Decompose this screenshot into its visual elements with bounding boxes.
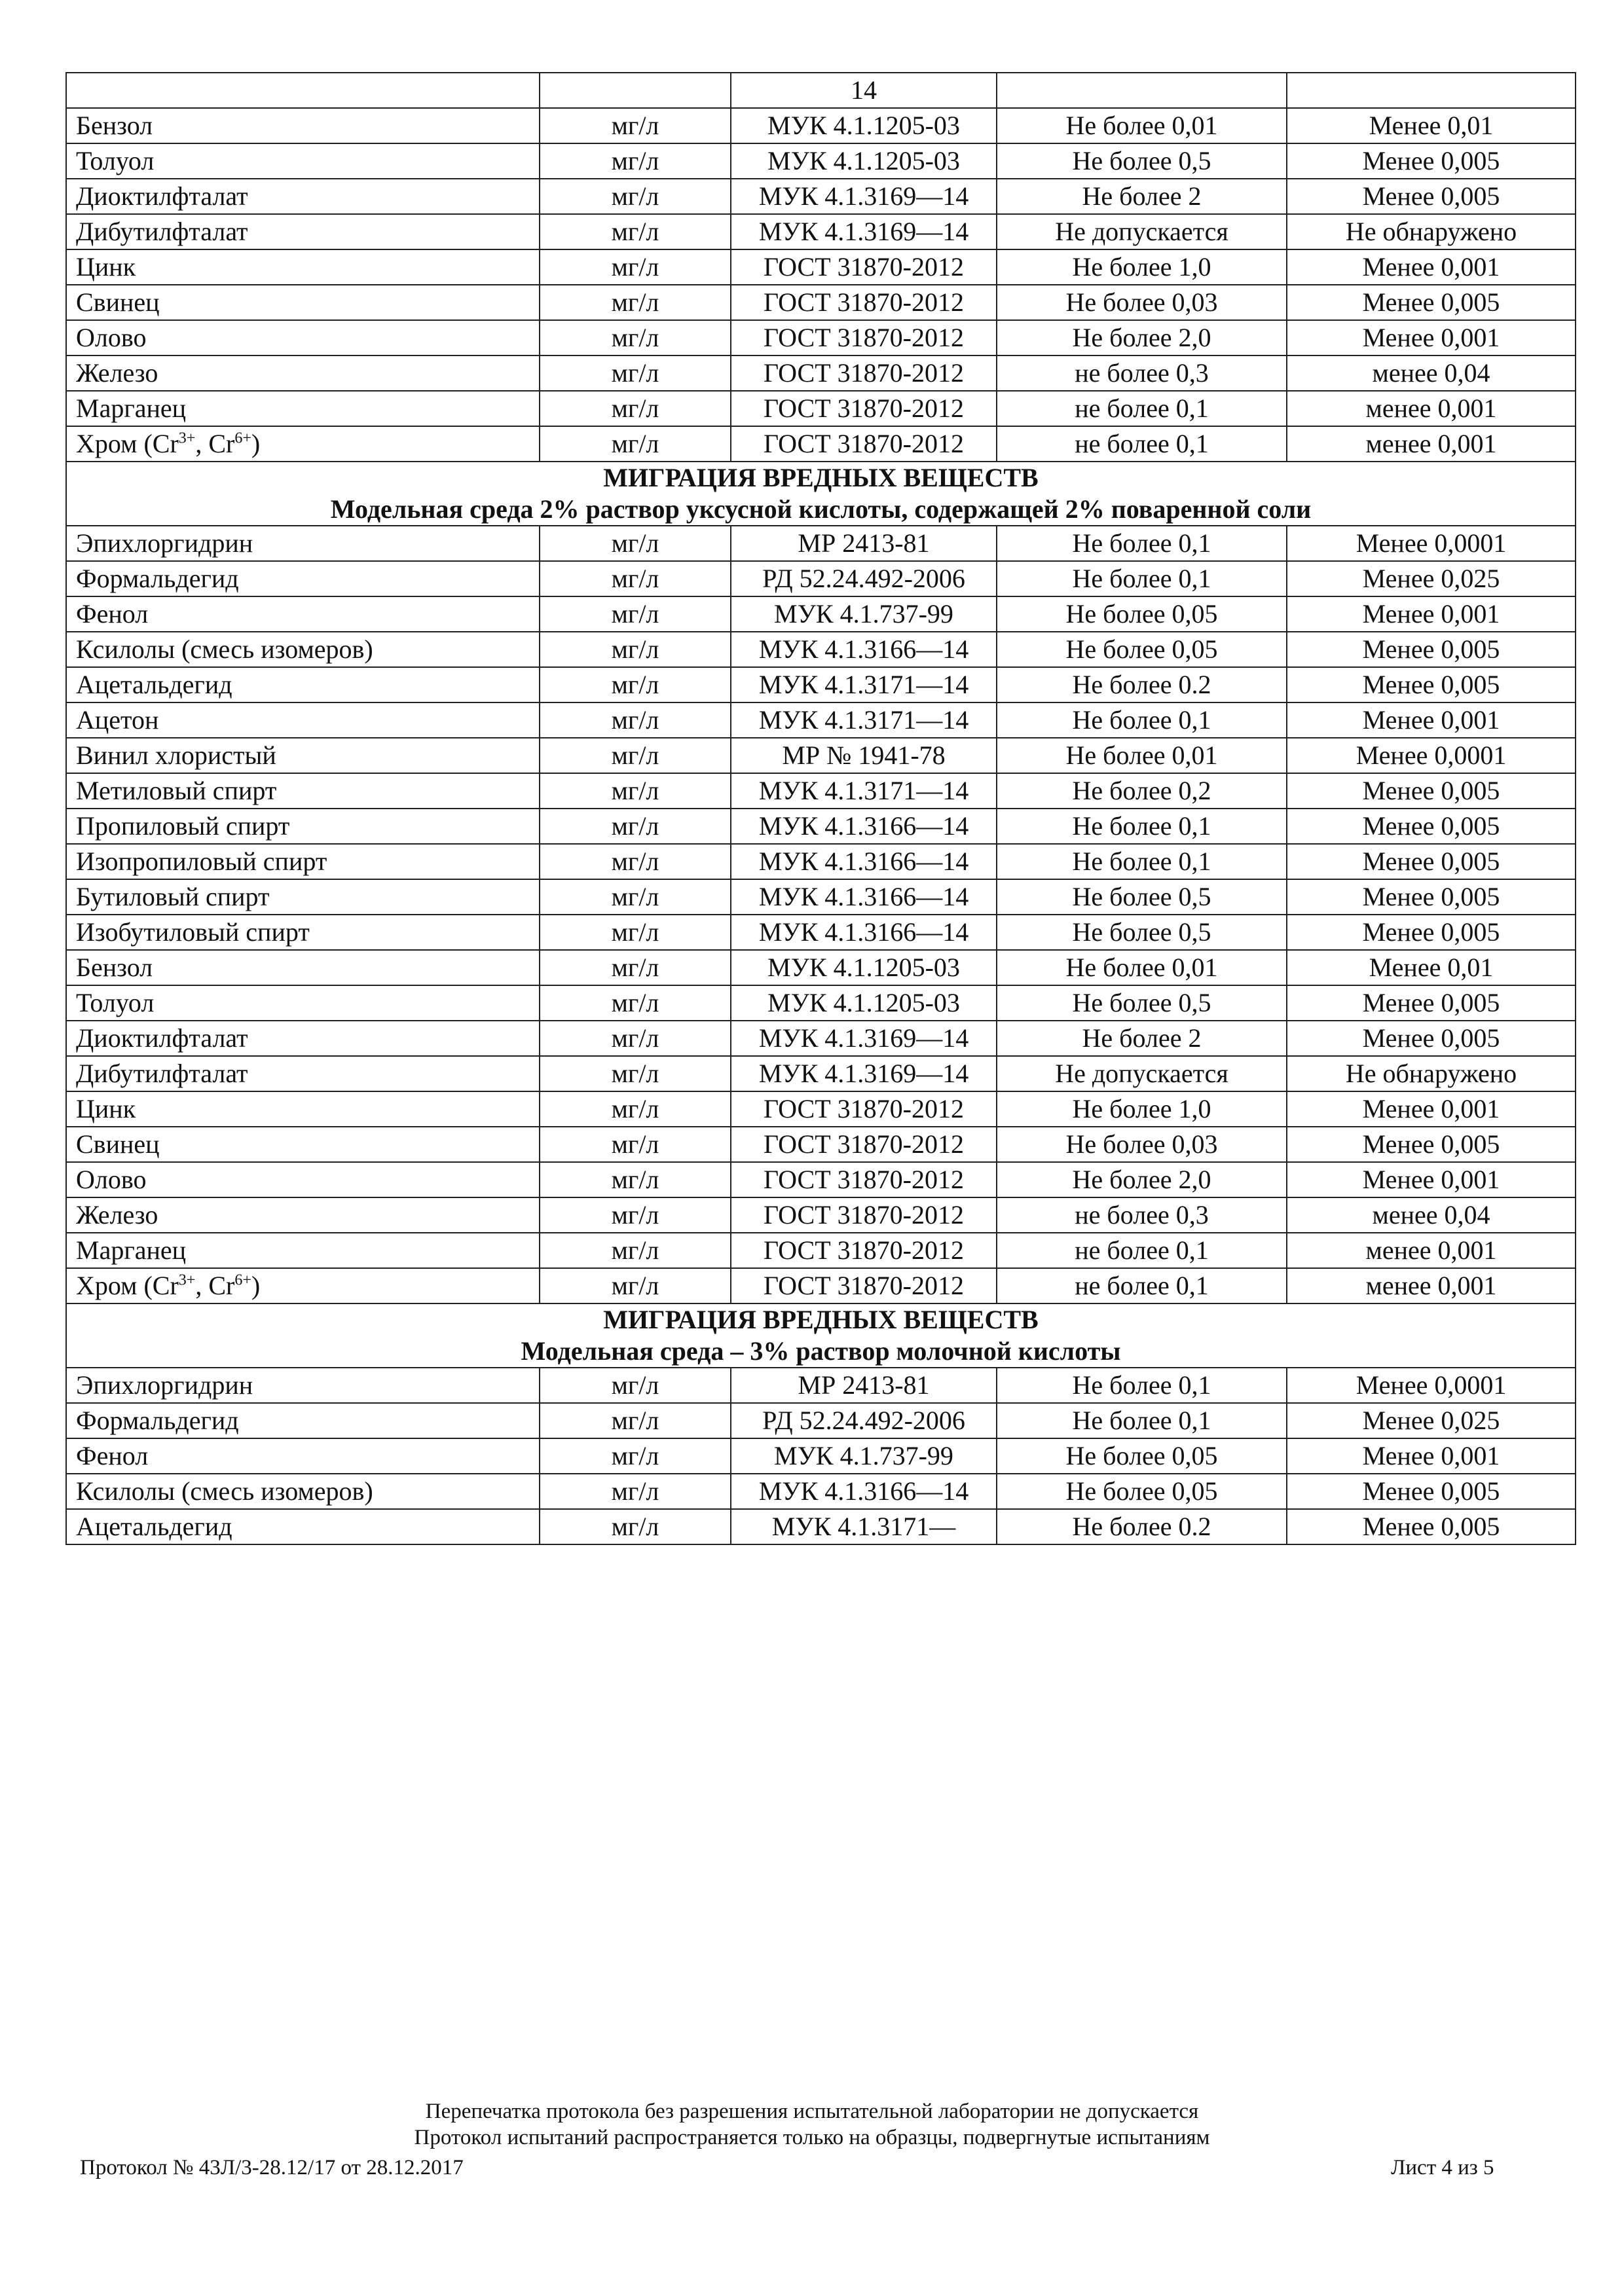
result-value-cell: менее 0,04 xyxy=(1287,355,1576,391)
norm-value-cell: Не более 0,5 xyxy=(997,985,1287,1021)
test-method-cell: ГОСТ 31870-2012 xyxy=(731,1233,997,1268)
unit-cell: мг/л xyxy=(540,1509,731,1544)
substance-name-cell: Железо xyxy=(66,355,540,391)
section-header-row xyxy=(66,1303,1576,1368)
unit-cell: мг/л xyxy=(540,915,731,950)
norm-value-cell: не более 0,1 xyxy=(997,426,1287,462)
result-value-cell: Менее 0,001 xyxy=(1287,1091,1576,1127)
norm-value-cell: Не более 0,05 xyxy=(997,1474,1287,1509)
test-method-cell: МУК 4.1.3169—14 xyxy=(731,1056,997,1091)
norm-value-cell: Не более 0.2 xyxy=(997,1509,1287,1544)
substance-name-cell: Толуол xyxy=(66,985,540,1021)
unit-cell: мг/л xyxy=(540,702,731,738)
norm-value-cell: Не допускается xyxy=(997,214,1287,249)
section-subtitle: Модельная среда 2% раствор уксусной кислоты, содержащей 2% поваренной соли xyxy=(330,494,1312,524)
unit-cell: мг/л xyxy=(540,1197,731,1233)
substance-name-cell: Марганец xyxy=(66,1233,540,1268)
substance-name-cell: Диоктилфталат xyxy=(66,179,540,214)
norm-value-cell: Не более 1,0 xyxy=(997,249,1287,285)
table-row xyxy=(66,1403,1576,1438)
results-table xyxy=(65,72,1576,1545)
norm-value-cell: не более 0,3 xyxy=(997,355,1287,391)
table-row xyxy=(66,879,1576,915)
test-method-cell: МР 2413-81 xyxy=(731,526,997,561)
substance-name-cell: Цинк xyxy=(66,249,540,285)
test-method-cell: МУК 4.1.3169—14 xyxy=(731,214,997,249)
substance-name-cell: Фенол xyxy=(66,1438,540,1474)
result-value-cell: Менее 0,001 xyxy=(1287,702,1576,738)
test-method-cell: МУК 4.1.3171—14 xyxy=(731,773,997,809)
section-title: МИГРАЦИЯ ВРЕДНЫХ ВЕЩЕСТВ xyxy=(603,1305,1039,1334)
substance-name-cell: Толуол xyxy=(66,143,540,179)
unit-cell: мг/л xyxy=(540,1162,731,1197)
substance-name-cell: Хром ($Cr^{3+}$, $Cr^{6+}$) xyxy=(66,1268,540,1303)
norm-value-cell: Не более 2 xyxy=(997,1021,1287,1056)
substance-name-cell: Ацетон xyxy=(66,702,540,738)
substance-name-cell: Ксилолы (смесь изомеров) xyxy=(66,1474,540,1509)
test-method-cell: МУК 4.1.3169—14 xyxy=(731,179,997,214)
result-value-cell: Менее 0,005 xyxy=(1287,1474,1576,1509)
test-method-cell: ГОСТ 31870-2012 xyxy=(731,391,997,426)
unit-cell: мг/л xyxy=(540,143,731,179)
norm-value-cell: Не более 0.2 xyxy=(997,667,1287,702)
table-row xyxy=(66,667,1576,702)
substance-name-cell: Эпихлоргидрин xyxy=(66,1368,540,1403)
norm-value-cell: Не более 0,1 xyxy=(997,1403,1287,1438)
test-method-cell: ГОСТ 31870-2012 xyxy=(731,285,997,320)
table-row xyxy=(66,391,1576,426)
table-row xyxy=(66,1233,1576,1268)
table-row xyxy=(66,426,1576,462)
substance-name-cell: Бензол xyxy=(66,950,540,985)
table-row xyxy=(66,1368,1576,1403)
test-method-cell: МР № 1941-78 xyxy=(731,738,997,773)
test-method-cell: РД 52.24.492-2006 xyxy=(731,1403,997,1438)
norm-value-cell: Не более 0,05 xyxy=(997,632,1287,667)
substance-name-cell xyxy=(66,73,540,108)
result-value-cell: Менее 0,005 xyxy=(1287,773,1576,809)
result-value-cell: Менее 0,005 xyxy=(1287,985,1576,1021)
substance-name-cell: Олово xyxy=(66,320,540,355)
result-value-cell: Менее 0,001 xyxy=(1287,1438,1576,1474)
test-method-cell: МУК 4.1.3171— xyxy=(731,1509,997,1544)
unit-cell: мг/л xyxy=(540,108,731,143)
section-title: МИГРАЦИЯ ВРЕДНЫХ ВЕЩЕСТВ xyxy=(603,463,1039,492)
substance-name-cell: Свинец xyxy=(66,285,540,320)
table-row xyxy=(66,702,1576,738)
unit-cell: мг/л xyxy=(540,285,731,320)
norm-value-cell: Не более 0,1 xyxy=(997,702,1287,738)
unit-cell: мг/л xyxy=(540,632,731,667)
substance-name-cell: Изобутиловый спирт xyxy=(66,915,540,950)
unit-cell: мг/л xyxy=(540,426,731,462)
unit-cell: мг/л xyxy=(540,1233,731,1268)
norm-value-cell: Не более 0,1 xyxy=(997,526,1287,561)
unit-cell: мг/л xyxy=(540,179,731,214)
norm-value-cell: Не более 0,01 xyxy=(997,738,1287,773)
unit-cell: мг/л xyxy=(540,561,731,596)
substance-name-cell: Бензол xyxy=(66,108,540,143)
substance-name-cell: Железо xyxy=(66,1197,540,1233)
table-row xyxy=(66,1197,1576,1233)
unit-cell xyxy=(540,73,731,108)
unit-cell: мг/л xyxy=(540,1127,731,1162)
unit-cell: мг/л xyxy=(540,1056,731,1091)
unit-cell: мг/л xyxy=(540,950,731,985)
norm-value-cell: Не более 0,1 xyxy=(997,844,1287,879)
result-value-cell: Менее 0,025 xyxy=(1287,561,1576,596)
norm-value-cell: не более 0,3 xyxy=(997,1197,1287,1233)
substance-name-cell: Ацетальдегид xyxy=(66,667,540,702)
protocol-number: Протокол № 43Л/3-28.12/17 от 28.12.2017 xyxy=(80,2156,464,2179)
unit-cell: мг/л xyxy=(540,1091,731,1127)
substance-name-cell: Свинец xyxy=(66,1127,540,1162)
substance-name-cell: Винил хлористый xyxy=(66,738,540,773)
table-row xyxy=(66,915,1576,950)
norm-value-cell: Не более 0,1 xyxy=(997,561,1287,596)
test-method-cell: МУК 4.1.3166—14 xyxy=(731,809,997,844)
reprint-notice: Перепечатка протокола без разрешения испытательной лаборатории не допускается xyxy=(425,2100,1199,2123)
scope-notice: Протокол испытаний распространяется только на образцы, подвергнутые испытаниям xyxy=(414,2126,1210,2149)
norm-value-cell: Не более 0,05 xyxy=(997,596,1287,632)
unit-cell: мг/л xyxy=(540,214,731,249)
section-header-row xyxy=(66,462,1576,526)
result-value-cell: Менее 0,001 xyxy=(1287,596,1576,632)
test-method-cell: ГОСТ 31870-2012 xyxy=(731,1268,997,1303)
table-row xyxy=(66,320,1576,355)
unit-cell: мг/л xyxy=(540,1474,731,1509)
result-value-cell: менее 0,04 xyxy=(1287,1197,1576,1233)
norm-value-cell xyxy=(997,73,1287,108)
test-method-cell: МУК 4.1.1205-03 xyxy=(731,950,997,985)
test-method-cell: МУК 4.1.3171—14 xyxy=(731,702,997,738)
table-row xyxy=(66,1056,1576,1091)
unit-cell: мг/л xyxy=(540,1403,731,1438)
result-value-cell: Менее 0,025 xyxy=(1287,1403,1576,1438)
norm-value-cell: Не более 0,2 xyxy=(997,773,1287,809)
result-value-cell: Менее 0,005 xyxy=(1287,879,1576,915)
test-method-cell: 14 xyxy=(731,73,997,108)
section-subtitle: Модельная среда – 3% раствор молочной кислоты xyxy=(521,1336,1121,1366)
sheet-number: Лист 4 из 5 xyxy=(1391,2156,1494,2179)
table-row xyxy=(66,1268,1576,1303)
results-table-body xyxy=(66,73,1576,1544)
substance-name-cell: Эпихлоргидрин xyxy=(66,526,540,561)
result-value-cell: Не обнаружено xyxy=(1287,1056,1576,1091)
unit-cell: мг/л xyxy=(540,596,731,632)
table-row xyxy=(66,526,1576,561)
result-value-cell: менее 0,001 xyxy=(1287,1268,1576,1303)
norm-value-cell: Не более 0,1 xyxy=(997,1368,1287,1403)
result-value-cell: Менее 0,005 xyxy=(1287,1509,1576,1544)
test-method-cell: РД 52.24.492-2006 xyxy=(731,561,997,596)
table-row xyxy=(66,355,1576,391)
unit-cell: мг/л xyxy=(540,738,731,773)
result-value-cell: менее 0,001 xyxy=(1287,391,1576,426)
substance-name-cell: Диоктилфталат xyxy=(66,1021,540,1056)
result-value-cell: Менее 0,0001 xyxy=(1287,1368,1576,1403)
result-value-cell: менее 0,001 xyxy=(1287,426,1576,462)
unit-cell: мг/л xyxy=(540,249,731,285)
test-method-cell: ГОСТ 31870-2012 xyxy=(731,1127,997,1162)
substance-name-cell: Марганец xyxy=(66,391,540,426)
result-value-cell: Менее 0,001 xyxy=(1287,320,1576,355)
norm-value-cell: Не более 2,0 xyxy=(997,1162,1287,1197)
test-method-cell: ГОСТ 31870-2012 xyxy=(731,320,997,355)
norm-value-cell: Не более 0,1 xyxy=(997,809,1287,844)
result-value-cell: Менее 0,005 xyxy=(1287,667,1576,702)
table-row xyxy=(66,950,1576,985)
unit-cell: мг/л xyxy=(540,355,731,391)
unit-cell: мг/л xyxy=(540,844,731,879)
test-method-cell: ГОСТ 31870-2012 xyxy=(731,249,997,285)
table-row xyxy=(66,1021,1576,1056)
norm-value-cell: Не более 0,01 xyxy=(997,108,1287,143)
table-row xyxy=(66,1474,1576,1509)
table-row xyxy=(66,561,1576,596)
test-method-cell: МУК 4.1.737-99 xyxy=(731,1438,997,1474)
result-value-cell: Менее 0,005 xyxy=(1287,844,1576,879)
substance-name-cell: Олово xyxy=(66,1162,540,1197)
unit-cell: мг/л xyxy=(540,985,731,1021)
test-method-cell: МУК 4.1.1205-03 xyxy=(731,108,997,143)
table-row xyxy=(66,179,1576,214)
result-value-cell: Менее 0,005 xyxy=(1287,632,1576,667)
unit-cell: мг/л xyxy=(540,526,731,561)
result-value-cell: Менее 0,005 xyxy=(1287,915,1576,950)
norm-value-cell: Не более 0,05 xyxy=(997,1438,1287,1474)
test-method-cell: ГОСТ 31870-2012 xyxy=(731,426,997,462)
substance-name-cell: Цинк xyxy=(66,1091,540,1127)
test-method-cell: МУК 4.1.3166—14 xyxy=(731,844,997,879)
result-value-cell: Менее 0,005 xyxy=(1287,809,1576,844)
unit-cell: мг/л xyxy=(540,1438,731,1474)
table-row xyxy=(66,596,1576,632)
test-method-cell: МУК 4.1.3166—14 xyxy=(731,915,997,950)
result-value-cell: Менее 0,01 xyxy=(1287,950,1576,985)
substance-name-cell: Дибутилфталат xyxy=(66,1056,540,1091)
table-row xyxy=(66,108,1576,143)
result-value-cell: Менее 0,01 xyxy=(1287,108,1576,143)
table-row xyxy=(66,143,1576,179)
norm-value-cell: Не более 2,0 xyxy=(997,320,1287,355)
norm-value-cell: Не более 0,5 xyxy=(997,143,1287,179)
substance-name-cell: Изопропиловый спирт xyxy=(66,844,540,879)
norm-value-cell: Не более 0,03 xyxy=(997,1127,1287,1162)
norm-value-cell: Не более 0,01 xyxy=(997,950,1287,985)
test-method-cell: ГОСТ 31870-2012 xyxy=(731,1162,997,1197)
table-row xyxy=(66,285,1576,320)
substance-name-cell: Бутиловый спирт xyxy=(66,879,540,915)
substance-name-cell: Пропиловый спирт xyxy=(66,809,540,844)
result-value-cell: Менее 0,005 xyxy=(1287,1021,1576,1056)
result-value-cell: Менее 0,005 xyxy=(1287,179,1576,214)
result-value-cell: Менее 0,001 xyxy=(1287,1162,1576,1197)
result-value-cell: Менее 0,005 xyxy=(1287,285,1576,320)
result-value-cell: Менее 0,0001 xyxy=(1287,526,1576,561)
norm-value-cell: Не более 0,5 xyxy=(997,915,1287,950)
substance-name-cell: Метиловый спирт xyxy=(66,773,540,809)
unit-cell: мг/л xyxy=(540,879,731,915)
result-value-cell: Менее 0,005 xyxy=(1287,1127,1576,1162)
unit-cell: мг/л xyxy=(540,1021,731,1056)
unit-cell: мг/л xyxy=(540,1368,731,1403)
test-method-cell: МУК 4.1.1205-03 xyxy=(731,985,997,1021)
result-value-cell: Не обнаружено xyxy=(1287,214,1576,249)
table-row xyxy=(66,738,1576,773)
unit-cell: мг/л xyxy=(540,391,731,426)
test-method-cell: МР 2413-81 xyxy=(731,1368,997,1403)
table-row xyxy=(66,214,1576,249)
test-method-cell: МУК 4.1.1205-03 xyxy=(731,143,997,179)
test-method-cell: ГОСТ 31870-2012 xyxy=(731,1197,997,1233)
unit-cell: мг/л xyxy=(540,667,731,702)
substance-name-cell: Ацетальдегид xyxy=(66,1509,540,1544)
table-row xyxy=(66,73,1576,108)
unit-cell: мг/л xyxy=(540,1268,731,1303)
test-method-cell: МУК 4.1.3171—14 xyxy=(731,667,997,702)
table-row xyxy=(66,1509,1576,1544)
table-row xyxy=(66,1091,1576,1127)
substance-name-cell: Формальдегид xyxy=(66,561,540,596)
section-header xyxy=(66,1303,1576,1368)
result-value-cell: Менее 0,001 xyxy=(1287,249,1576,285)
result-value-cell: Менее 0,0001 xyxy=(1287,738,1576,773)
table-row xyxy=(66,1162,1576,1197)
unit-cell: мг/л xyxy=(540,809,731,844)
substance-name-cell: Фенол xyxy=(66,596,540,632)
result-value-cell: менее 0,001 xyxy=(1287,1233,1576,1268)
table-row xyxy=(66,809,1576,844)
substance-name-cell: Хром ($Cr^{3+}$, $Cr^{6+}$) xyxy=(66,426,540,462)
table-row xyxy=(66,632,1576,667)
substance-name-cell: Ксилолы (смесь изомеров) xyxy=(66,632,540,667)
norm-value-cell: не более 0,1 xyxy=(997,1233,1287,1268)
norm-value-cell: Не более 0,03 xyxy=(997,285,1287,320)
table-row xyxy=(66,1438,1576,1474)
test-method-cell: ГОСТ 31870-2012 xyxy=(731,355,997,391)
substance-name-cell: Дибутилфталат xyxy=(66,214,540,249)
result-value-cell: Менее 0,005 xyxy=(1287,143,1576,179)
table-row xyxy=(66,844,1576,879)
test-method-cell: МУК 4.1.3166—14 xyxy=(731,632,997,667)
substance-name-cell: Формальдегид xyxy=(66,1403,540,1438)
test-method-cell: МУК 4.1.3166—14 xyxy=(731,1474,997,1509)
norm-value-cell: не более 0,1 xyxy=(997,1268,1287,1303)
table-row xyxy=(66,1127,1576,1162)
table-row xyxy=(66,773,1576,809)
norm-value-cell: Не более 2 xyxy=(997,179,1287,214)
section-header xyxy=(66,462,1576,526)
norm-value-cell: не более 0,1 xyxy=(997,391,1287,426)
test-method-cell: МУК 4.1.737-99 xyxy=(731,596,997,632)
norm-value-cell: Не более 1,0 xyxy=(997,1091,1287,1127)
test-method-cell: МУК 4.1.3169—14 xyxy=(731,1021,997,1056)
result-value-cell xyxy=(1287,73,1576,108)
table-row xyxy=(66,985,1576,1021)
unit-cell: мг/л xyxy=(540,320,731,355)
test-method-cell: МУК 4.1.3166—14 xyxy=(731,879,997,915)
norm-value-cell: Не более 0,5 xyxy=(997,879,1287,915)
test-method-cell: ГОСТ 31870-2012 xyxy=(731,1091,997,1127)
unit-cell: мг/л xyxy=(540,773,731,809)
table-row xyxy=(66,249,1576,285)
norm-value-cell: Не допускается xyxy=(997,1056,1287,1091)
